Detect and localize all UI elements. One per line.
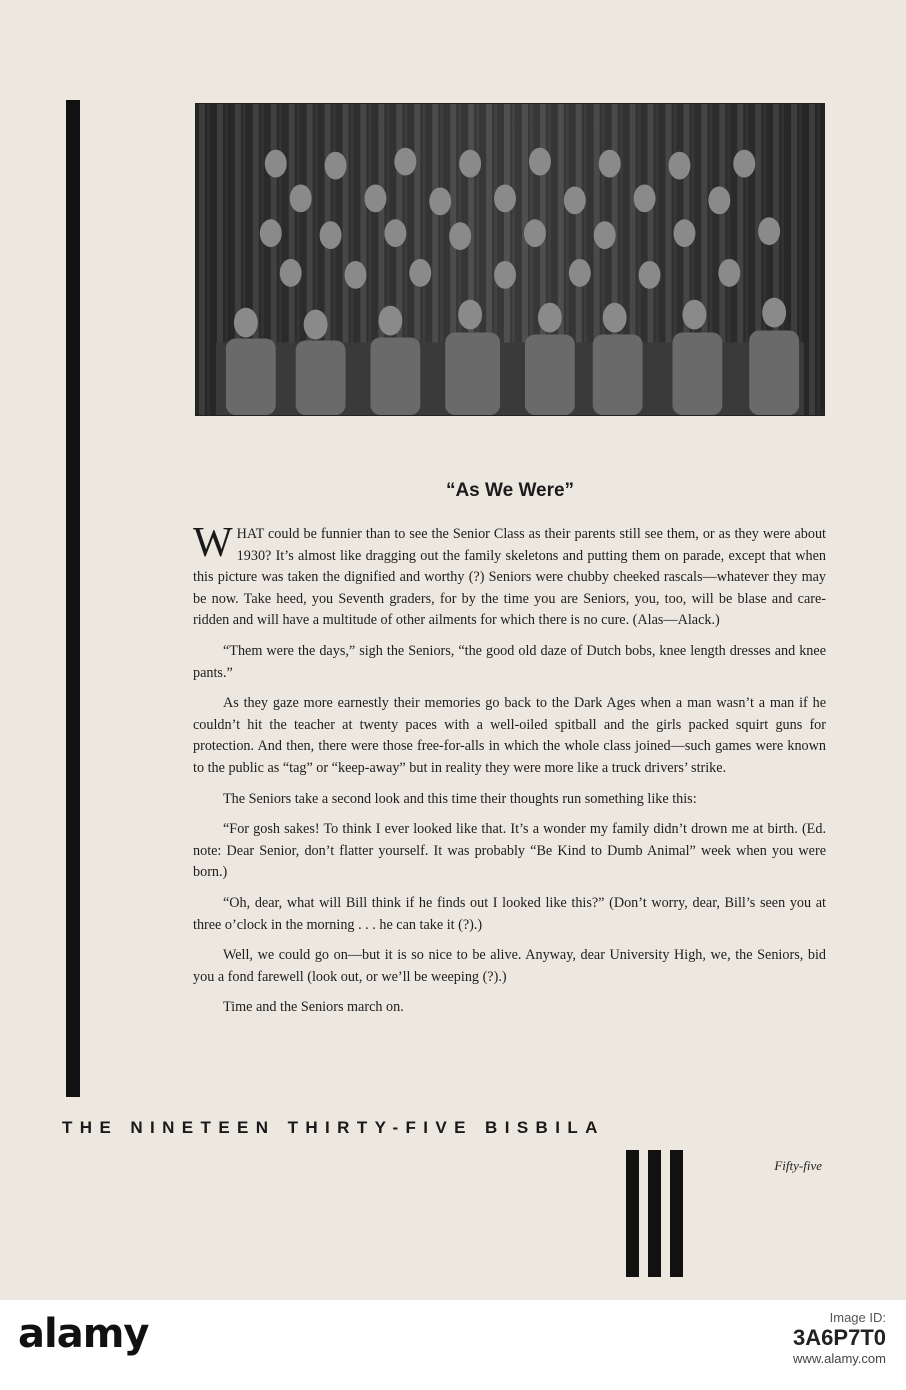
decorative-bar — [626, 1150, 639, 1277]
article-paragraph: “For gosh sakes! To think I ever looked like that. It’s a wonder my family didn’t drown me at birth. (Ed. note: Dear Senior, don’t flatter yourself. It was probably “Be Kind to Dumb Animal” week when you were born.) — [193, 821, 826, 881]
decorative-bar — [670, 1150, 683, 1277]
article-paragraph: “Oh, dear, what will Bill think if he finds out I looked like this?” (Don’t worry, dear, Bill’s seen you at three o’clock in the morning . . . he can take it (?).) — [193, 894, 826, 933]
drop-cap: W — [193, 520, 233, 566]
article-paragraph: As they gaze more earnestly their memories go back to the Dark Ages when a man wasn’t a man if he couldn’t hit the teacher at twenty paces with a well-oiled spitball and the girls packed squirt guns for protection. And then, there were those free-for-alls in which the whole class joined—such games were known to the public as “tag” or “keep-away” but in reality they were more like a truck drivers’ strike. — [193, 695, 826, 776]
stock-meta — [793, 1310, 886, 1366]
decorative-bar — [648, 1150, 661, 1277]
article-paragraph: The Seniors take a second look and this time their thoughts run something like this: — [223, 790, 697, 807]
article-paragraph: Well, we could go on—but it is so nice to be alive. Anyway, dear University High, we, the Seniors, bid you a fond farewell (look out, or we’ll be weeping (?).) — [193, 947, 826, 985]
stock-url: www.alamy.com — [793, 1351, 886, 1366]
stock-logo: alamy — [18, 1311, 149, 1357]
class-photo-image — [196, 104, 824, 415]
left-vertical-rule — [66, 100, 80, 1097]
article-paragraph: “Them were the days,” sigh the Seniors, “the good old daze of Dutch bobs, knee length dresses and knee pants.” — [193, 642, 826, 681]
image-id-label: Image ID: — [829, 1310, 886, 1325]
class-photo — [195, 103, 825, 416]
article-title: “As We Were” — [445, 480, 575, 501]
article-body — [193, 520, 826, 1028]
paragraph-text: HAT could be funnier than to see the Senior Class as their parents still see them, or as they were about 1930? It’s almost like dragging out the family skeletons and putting them on parade, except that when this picture was taken the dignified and worthy (?) Seniors were chubby cheeked rascals—whatever they may be now. Take heed, you Seventh graders, for by the time you are Seniors, you, too, will be blase and care-ridden and will have a multitude of other ailments for which there is no cure. (Alas—Alack.) — [193, 526, 826, 629]
article-paragraph: Time and the Seniors march on. — [223, 999, 404, 1016]
article-paragraph — [193, 520, 826, 632]
yearbook-footer-title: THE NINETEEN THIRTY-FIVE BISBILA — [62, 1118, 605, 1137]
page-number: Fifty-five — [774, 1158, 822, 1173]
image-id: 3A6P7T0 — [793, 1325, 886, 1350]
